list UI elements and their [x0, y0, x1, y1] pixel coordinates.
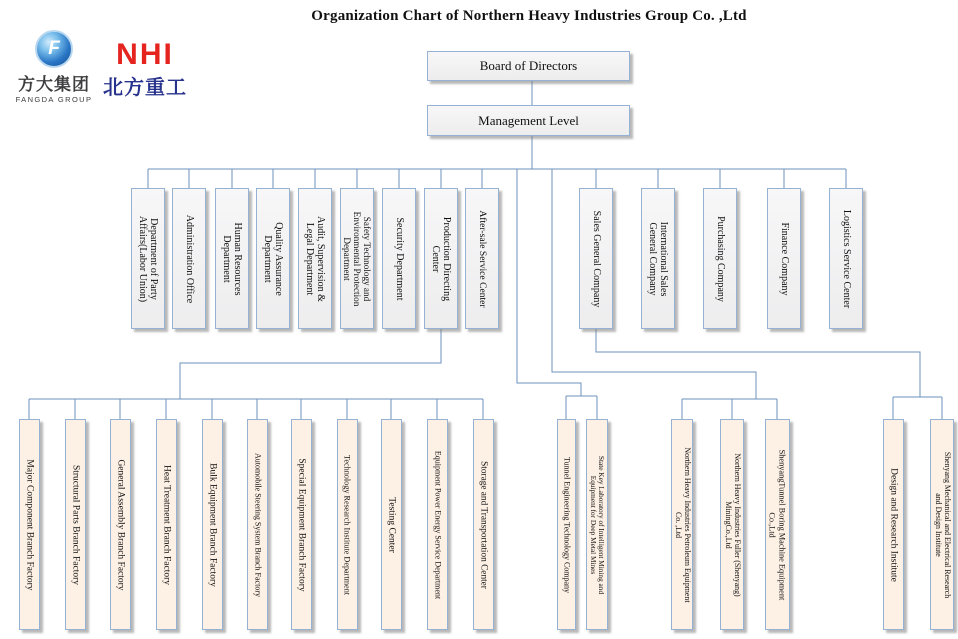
org-node: [427, 419, 448, 630]
org-node: [765, 419, 790, 630]
org-node-label: [257, 191, 289, 326]
chart-title: Organization Chart of Northern Heavy Industries Group Co. ,Ltd: [311, 8, 747, 24]
org-node-label-line: Department: [341, 236, 352, 281]
org-node-label-line: Administration Office: [183, 214, 195, 303]
org-node: [298, 188, 332, 329]
org-node-label: [587, 422, 607, 627]
org-node-label-line: Safety Technology and: [362, 216, 373, 301]
org-node-label-line: Northern Heavy Industries Fuller (Shenyang): [732, 452, 742, 597]
org-node-label-line: Human Resources: [232, 221, 244, 296]
org-node-label: [383, 191, 415, 326]
org-node-label-line: State Key Laboratory of Intelligent Mining and: [597, 455, 607, 594]
node-board-of-directors: [427, 51, 630, 81]
org-node: [337, 419, 358, 630]
org-node: [557, 419, 576, 630]
org-node: [256, 188, 290, 329]
org-node-label-line: Bulk Equipment Branch Factory: [207, 462, 218, 587]
org-node-label-line: Co.,Ltd: [768, 511, 777, 538]
org-node-label-line: Storage and Transportation Center: [478, 460, 489, 589]
org-node: [65, 419, 86, 630]
org-node-label-line: Northern Heavy Industries Petroleum Equipment: [682, 446, 692, 603]
org-node-label-line: Co. ,Ltd: [674, 511, 683, 538]
org-node-label-line: Production Directing: [441, 216, 453, 301]
org-node-label-line: ShenyangTunnel Boring Machine Equipment: [777, 449, 787, 600]
org-node-label-line: General Assembly Branch Factory: [115, 458, 126, 591]
org-node-label-line: Department of Party: [148, 217, 160, 300]
org-node-label-line: Security Department: [393, 216, 405, 301]
fangda-english-text: FANGDA GROUP: [15, 95, 93, 104]
org-node-label: [580, 191, 612, 326]
node-label: Board of Directors: [479, 58, 578, 73]
org-node: [671, 419, 693, 630]
org-node-label-line: Department: [221, 234, 232, 283]
org-node: [156, 419, 177, 630]
org-node-label: [203, 422, 222, 627]
org-node-label-line: After-sale Service Center: [477, 209, 489, 308]
org-node-label-line: Heat Treatment Branch Factory: [161, 464, 172, 585]
org-node-label: [382, 422, 401, 627]
org-node-label: [20, 422, 39, 627]
org-node-label: [466, 191, 498, 326]
org-node-label: [248, 422, 267, 627]
org-node-label-line: Sales General Company: [590, 210, 602, 307]
org-node-label: [216, 191, 248, 326]
fangda-chinese-text: 方大集团: [18, 75, 90, 94]
org-node-label: [642, 191, 674, 326]
org-node: [641, 188, 675, 329]
org-node: [215, 188, 249, 329]
org-node-label: [111, 422, 130, 627]
org-node-label: [341, 191, 373, 326]
org-node-label-line: Finance Company: [778, 221, 790, 296]
org-node-label-line: Testing Center: [386, 496, 397, 553]
org-node-label-line: Affairs(Labor Union): [137, 215, 148, 302]
org-node-label-line: Major Component Branch Factory: [24, 458, 35, 591]
org-node-label-line: Design and Research Institute: [888, 467, 899, 582]
org-node-label-line: Logistics Service Center: [840, 209, 852, 308]
org-node-label-line: International Sales: [658, 221, 670, 296]
org-node: [720, 419, 744, 630]
org-node-label-line: Center: [430, 245, 441, 272]
org-node-label: [931, 422, 953, 627]
org-node-label: [830, 191, 862, 326]
org-node-label: [425, 191, 457, 326]
org-node: [703, 188, 737, 329]
org-node-label: [132, 191, 164, 326]
org-node-label-line: Department: [262, 234, 273, 283]
org-node: [110, 419, 131, 630]
org-node-label-line: Legal Department: [304, 222, 315, 295]
org-node-label: [558, 422, 575, 627]
org-node: [382, 188, 416, 329]
org-node-label-line: and Design Institute: [934, 492, 943, 557]
org-node-label: [428, 422, 447, 627]
org-node: [172, 188, 206, 329]
org-node: [829, 188, 863, 329]
nhi-letters: NHI: [116, 38, 174, 71]
node-label: Management Level: [478, 112, 579, 128]
org-node-label: [704, 191, 736, 326]
org-node: [202, 419, 223, 630]
org-node-label-line: Equipment Power Energy Service Department: [433, 450, 443, 599]
org-node-label-line: Equipment for Deep Metal Mines: [589, 475, 598, 574]
org-node-label-line: Shenyang Mechanical and Electrical Research: [942, 451, 952, 598]
org-node: [473, 419, 494, 630]
org-node-label-line: Audit, Supervision &: [315, 215, 327, 302]
org-node: [381, 419, 402, 630]
org-node-label-line: Environmental Protection: [352, 211, 363, 306]
org-node: [579, 188, 613, 329]
org-node-label-line: Automobile Steering System Branch Factory: [253, 452, 263, 597]
org-node: [291, 419, 312, 630]
org-node-label: [721, 422, 743, 627]
fangda-monogram: F: [48, 38, 60, 59]
org-node: [247, 419, 268, 630]
org-node-label: [338, 422, 357, 627]
org-node-label: [672, 422, 692, 627]
org-node-label: [768, 191, 800, 326]
org-node-label-line: General Company: [647, 221, 658, 296]
org-node-label-line: Structural Parts Branch Factory: [70, 464, 81, 585]
org-node-label-line: MiningCo.,Ltd: [724, 500, 733, 549]
org-node-label: [173, 191, 205, 326]
org-node: [19, 419, 40, 630]
org-node-label: [766, 422, 789, 627]
org-node: [131, 188, 165, 329]
org-node: [424, 188, 458, 329]
org-node-label: [157, 422, 176, 627]
org-node-label: [66, 422, 85, 627]
org-node: [465, 188, 499, 329]
org-node-label: [474, 422, 493, 627]
org-node-label-line: Tunnel Engineering Technology Company: [562, 456, 572, 593]
org-node: [883, 419, 904, 630]
nhi-chinese-text: 北方重工: [103, 77, 187, 99]
org-node: [930, 419, 954, 630]
org-node: [586, 419, 608, 630]
org-node-label-line: Special Equipment Branch Factory: [296, 457, 307, 592]
org-node: [767, 188, 801, 329]
org-node-label: [884, 422, 903, 627]
org-node-label-line: Technology Research Institute Department: [342, 454, 352, 595]
org-node-label-line: Purchasing Company: [714, 215, 726, 302]
org-node-label: [292, 422, 311, 627]
org-node-label: [299, 191, 331, 326]
node-management-level: [427, 105, 630, 136]
org-node: [340, 188, 374, 329]
org-node-label-line: Quality Assurance: [273, 221, 285, 296]
